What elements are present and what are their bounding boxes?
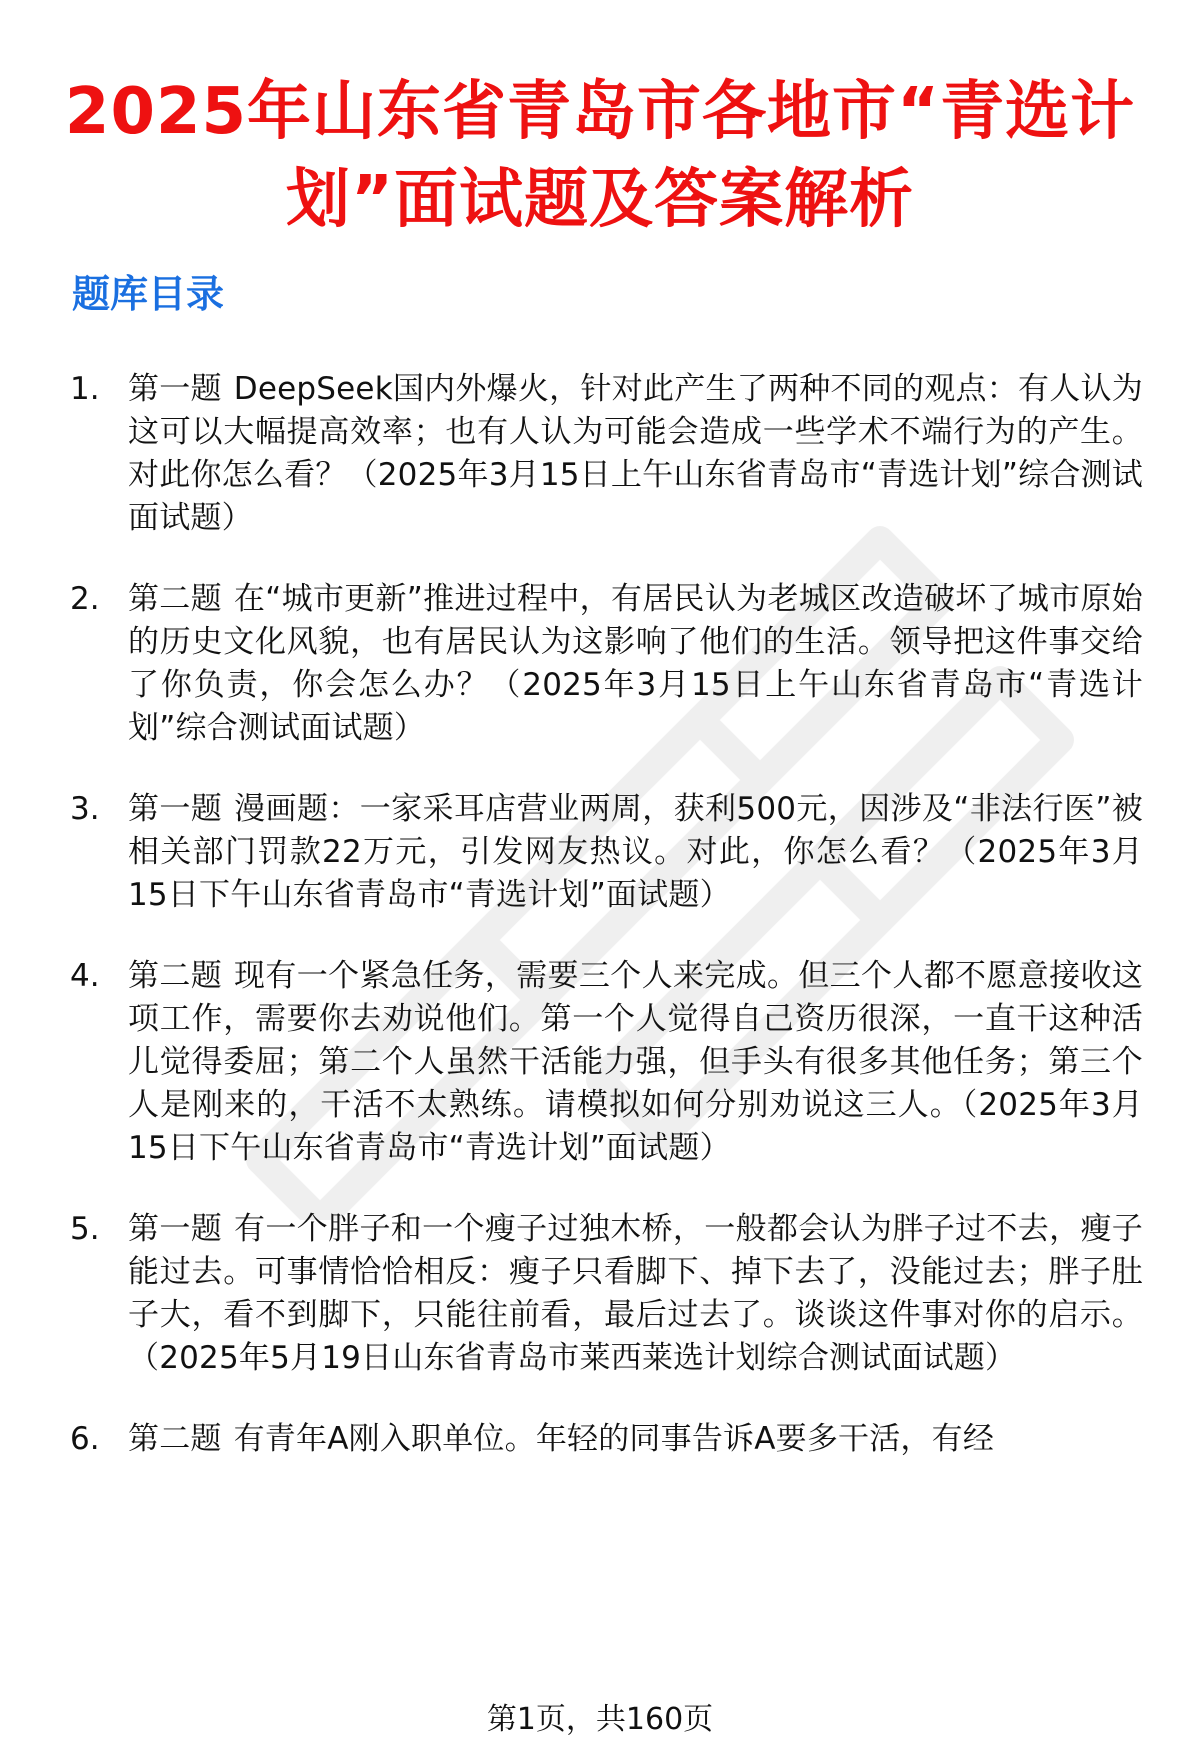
question-number: 4. <box>70 958 100 994</box>
question-label: 第一题 <box>128 1211 223 1247</box>
question-text-block <box>128 368 1143 540</box>
question-text-block <box>128 955 1143 1170</box>
question-text-block <box>128 788 1143 917</box>
list-item <box>0 1418 1200 1461</box>
question-text: 现有一个紧急任务，需要三个人来完成。但三个人都不愿意接收这项工作，需要你去劝说他们。第一个人觉得自己资历很深，一直干这种活儿觉得委屈；第二个人虽然干活能力强，但手头有很多其他任务；第三个人是刚来的，干活不太熟练。请模拟如何分别劝说这三人。（2025年3月15日下午山东省青岛市“青选计划”面试题） <box>128 958 1143 1166</box>
question-text: 漫画题：一家采耳店营业两周，获利500元，因涉及“非法行医”被相关部门罚款22万元，引发网友热议。对此，你怎么看？（2025年3月15日下午山东省青岛市“青选计划”面试题） <box>128 791 1143 913</box>
question-label: 第一题 <box>128 791 223 827</box>
question-list <box>0 368 1200 1499</box>
page-footer: 第1页，共160页 <box>486 1702 714 1737</box>
question-label: 第二题 <box>128 958 223 994</box>
question-text: 有青年A刚入职单位。年轻的同事告诉A要多干活，有经 <box>233 1421 995 1457</box>
question-label: 第二题 <box>128 1421 222 1457</box>
question-text: 有一个胖子和一个瘦子过独木桥，一般都会认为胖子过不去，瘦子能过去。可事情恰恰相反：瘦子只看脚下、掉下去了，没能过去；胖子肚子大，看不到脚下，只能往前看，最后过去了。谈谈这件事对你的启示。（2025年5月19日山东省青岛市莱西莱选计划综合测试面试题） <box>128 1211 1143 1376</box>
question-number: 2. <box>70 581 100 617</box>
list-item <box>0 955 1200 1170</box>
question-text-block <box>128 1418 1143 1461</box>
toc-heading: 题库目录 <box>72 272 225 316</box>
list-item <box>0 368 1200 540</box>
question-number: 6. <box>70 1421 100 1457</box>
list-item <box>0 1208 1200 1380</box>
list-item <box>0 788 1200 917</box>
question-number: 3. <box>70 791 100 827</box>
question-label: 第二题 <box>128 581 222 617</box>
question-number: 1. <box>70 371 100 407</box>
question-text-block <box>128 1208 1143 1380</box>
list-item <box>0 578 1200 750</box>
question-text-block <box>128 578 1143 750</box>
document-title: 2025年山东省青岛市各地市“青选计划”面试题及答案解析 <box>64 75 1136 237</box>
question-label: 第一题 <box>128 371 222 407</box>
question-text: DeepSeek国内外爆火，针对此产生了两种不同的观点：有人认为这可以大幅提高效率；也有人认为可能会造成一些学术不端行为的产生。对此你怎么看？（2025年3月15日上午山东省青岛市“青选计划”综合测试面试题） <box>128 371 1143 536</box>
question-text: 在“城市更新”推进过程中，有居民认为老城区改造破坏了城市原始的历史文化风貌，也有居民认为这影响了他们的生活。领导把这件事交给了你负责，你会怎么办？（2025年3月15日上午山东省青岛市“青选计划”综合测试面试题） <box>128 581 1143 746</box>
question-number: 5. <box>70 1211 100 1247</box>
